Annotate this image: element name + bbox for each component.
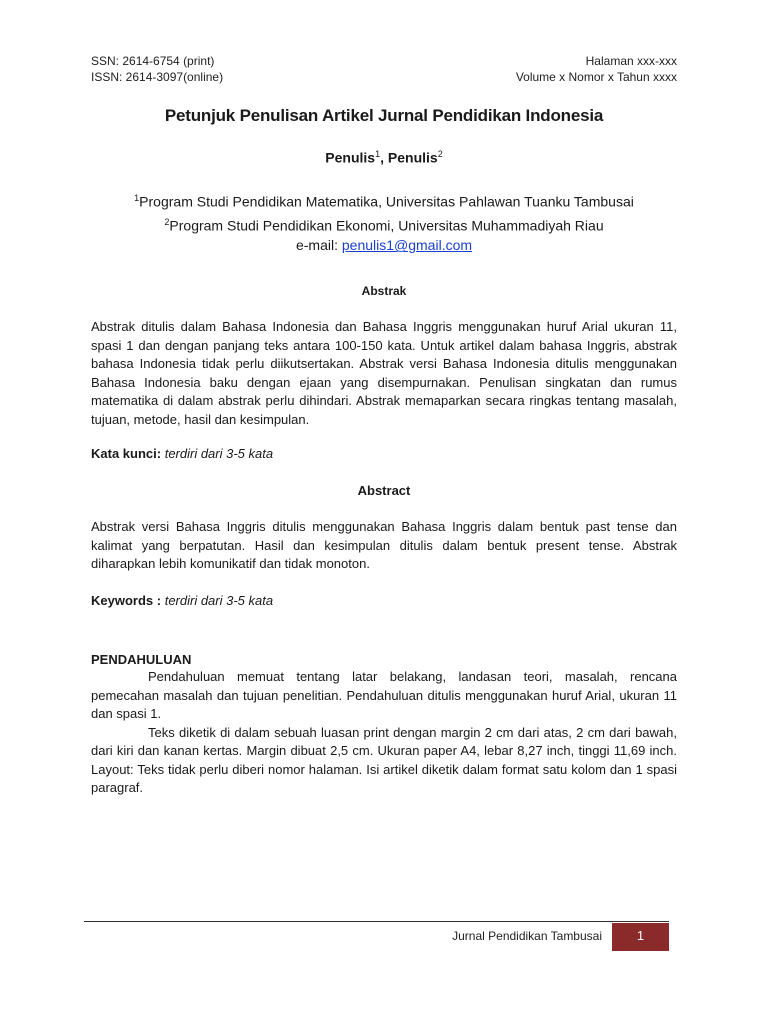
affiliation-2 <box>0 212 768 236</box>
author-line <box>0 149 768 166</box>
author-2: Penulis <box>387 149 438 166</box>
affiliation-2-sup: 2 <box>164 216 170 227</box>
footer-divider <box>84 921 669 922</box>
affiliations <box>0 188 768 255</box>
author-1: Penulis <box>325 149 376 166</box>
pendahuluan-body <box>91 668 677 798</box>
pendahuluan-paragraph-1: Pendahuluan memuat tentang latar belakang, landasan teori, masalah, rencana pemecahan masalah dan tujuan penelitian. Pendahuluan ditulis menggunakan huruf Arial, ukuran 11 dan spasi 1. <box>91 669 677 721</box>
affiliation-2-text: Program Studi Pendidikan Ekonomi, Universitas Muhammadiyah Riau <box>169 217 604 234</box>
issn-online: ISSN: 2614-3097(online) <box>91 70 224 84</box>
abstrak-heading: Abstrak <box>361 284 407 298</box>
pendahuluan-heading: PENDAHULUAN <box>91 652 192 667</box>
issn-print: SSN: 2614-6754 (print) <box>91 54 215 68</box>
footer-journal-name: Jurnal Pendidikan Tambusai <box>452 929 602 943</box>
kata-kunci <box>91 446 273 461</box>
kata-kunci-label: Kata kunci: <box>91 446 162 461</box>
header-issn <box>91 53 223 85</box>
keywords <box>91 593 273 608</box>
email-label: e-mail: <box>295 237 342 254</box>
abstrak-body: Abstrak ditulis dalam Bahasa Indonesia dan Bahasa Inggris menggunakan huruf Arial ukuran 11, spasi 1 dan dengan panjang teks antara 100-150 kata. Untuk artikel dalam bahasa Inggris, abstrak bahasa Indonesia tidak perlu diikutsertakan. Abstrak versi Bahasa Indonesia ditulis menggunakan Bahasa Indonesia baku dengan ejaan yang disempurnakan. Penulisan singkatan dan rumus matematika di dalam abstrak perlu dihindari. Abstrak memaparkan secara ringkas tentang masalah, tujuan, metode, hasil dan kesimpulan. <box>91 319 677 427</box>
abstract-heading: Abstract <box>357 483 411 498</box>
header-volume <box>516 53 677 85</box>
affiliation-1-text: Program Studi Pendidikan Matematika, Universitas Pahlawan Tuanku Tambusai <box>139 193 634 210</box>
email-line <box>0 235 768 255</box>
volume-info: Volume x Nomor x Tahun xxxx <box>515 70 677 84</box>
author-separator: , <box>380 149 388 166</box>
author-1-sup: 1 <box>375 149 381 159</box>
keywords-value: terdiri dari 3-5 kata <box>164 593 274 608</box>
kata-kunci-value: terdiri dari 3-5 kata <box>164 446 274 461</box>
page-number-box: 1 <box>612 923 669 951</box>
author-2-sup: 2 <box>437 149 443 159</box>
abstract-body: Abstrak versi Bahasa Inggris ditulis menggunakan Bahasa Inggris dalam bentuk past tense dan kalimat yang berpatutan. Hasil dan kesimpulan ditulis dalam bentuk present tense. Abstrak diharapkan lebih komunikatif dan tidak monoton. <box>91 519 677 571</box>
affiliation-1-sup: 1 <box>134 193 140 203</box>
article-title: Petunjuk Penulisan Artikel Jurnal Pendidikan Indonesia <box>164 106 604 125</box>
keywords-label: Keywords : <box>91 593 162 608</box>
pendahuluan-paragraph-2: Teks diketik di dalam sebuah luasan print dengan margin 2 cm dari atas, 2 cm dari bawah, dari kiri dan kanan kertas. Margin dibuat 2,5 cm. Ukuran paper A4, lebar 8,27 inch, tinggi 11,69 inch. Layout: Teks tidak perlu diberi nomor halaman. Isi artikel diketik dalam format satu kolom dan 1 spasi paragraf. <box>91 724 677 795</box>
halaman-range: Halaman xxx-xxx <box>585 54 677 68</box>
affiliation-1 <box>0 188 768 212</box>
email-link[interactable]: penulis1@gmail.com <box>341 237 473 254</box>
